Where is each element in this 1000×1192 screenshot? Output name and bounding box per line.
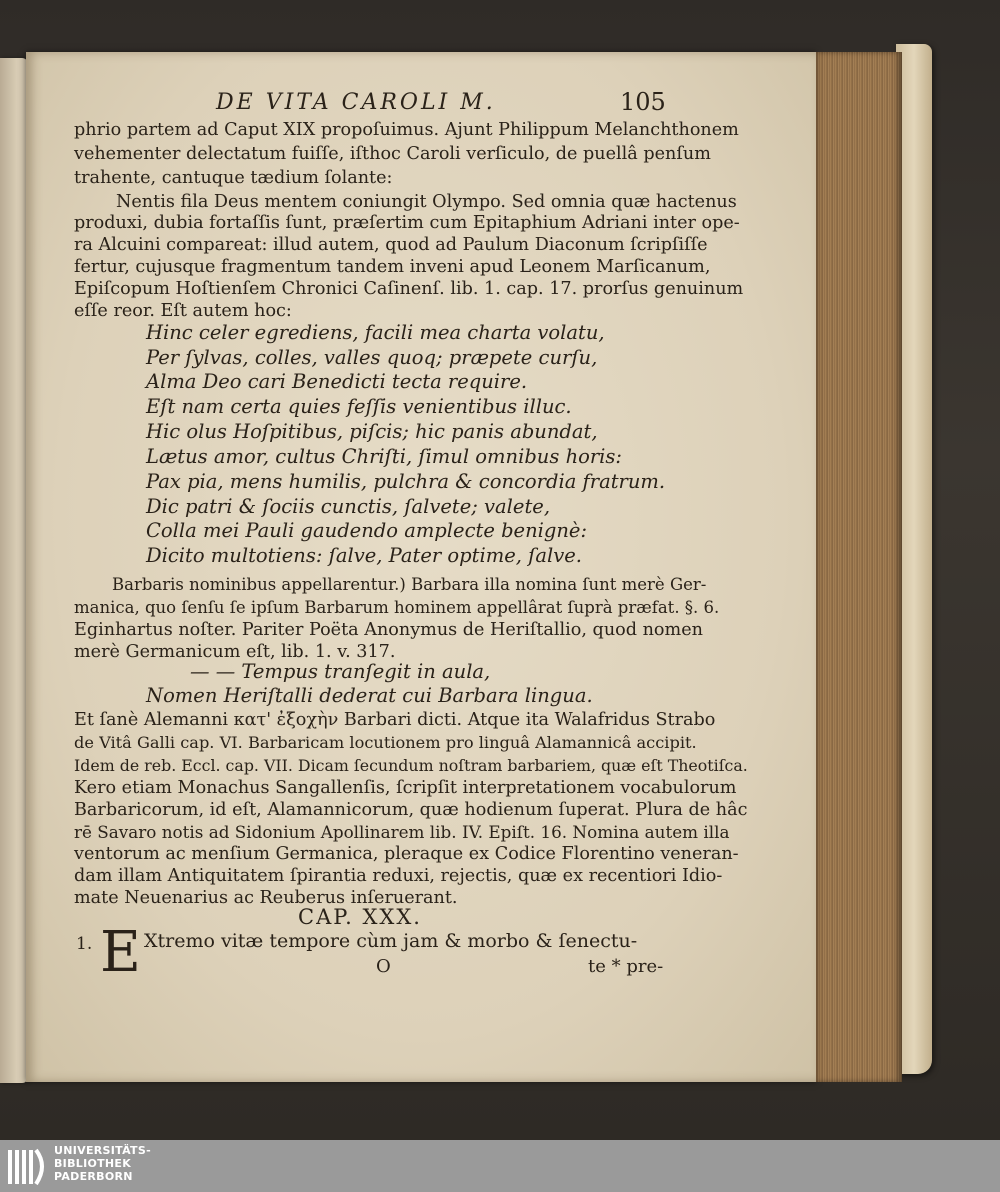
body-line: Et ſanè Alemanni κατ' ἐξοχὴν Barbari dicti. Atque ita Walafridus Strabo [74,710,716,730]
body-line: phrio partem ad Caput XIX propoſuimus. Ajunt Philippum Melanchthonem [74,120,739,140]
poem-line: Pax pia, mens humilis, pulchra & concordia fratrum. [146,470,666,493]
body-line: Kero etiam Monachus Sangallenſis, ſcripſit interpretationem vocabulorum [74,778,737,798]
body-line: Eginhartus noſter. Pariter Poëta Anonymus de Heriſtallio, quod nomen [74,620,703,640]
page-number: 105 [620,88,666,116]
poem-line: Dic patri & ſociis cunctis, ſalvete; valete, [146,495,551,518]
drop-cap: E [100,920,141,985]
library-logo-icon [6,1144,50,1188]
body-line: merè Germanicum eſt, lib. 1. v. 317. [74,642,396,662]
poem-line: Hinc celer egrediens, facili mea charta volatu, [146,321,605,344]
poem-line: Dicito multotiens: ſalve, Pater optime, ſalve. [146,544,582,567]
poem-line: Eſt nam certa quies feſſis venientibus illuc. [146,395,572,418]
poem-line: Hic olus Hoſpitibus, piſcis; hic panis abundat, [146,420,598,443]
poem-line: Lætus amor, cultus Chriſti, ſimul omnibus horis: [146,445,622,468]
poem-line: Per ſylvas, colles, valles quoq; præpete curſu, [146,346,598,369]
body-line: Epiſcopum Hoſtienſem Chronici Caſinenſ. lib. 1. cap. 17. prorſus genuinum [74,279,744,299]
body-line: ra Alcuini compareat: illud autem, quod ad Paulum Diaconum ſcripſiſſe [74,235,708,255]
body-line: ventorum ac menſium Germanica, pleraque ex Codice Florentino veneran- [74,844,739,864]
library-name: UNIVERSITÄTS- BIBLIOTHEK PADERBORN [54,1144,151,1183]
body-line: rē Savaro notis ad Sidonium Apollinarem lib. IV. Epiſt. 16. Nomina autem illa [74,822,730,842]
signature-mark: O [376,956,391,977]
page-block-edges [814,52,902,1082]
body-line: fertur, cujusque fragmentum tandem inveni apud Leonem Marſicanum, [74,257,711,277]
body-line: vehementer delectatum fuiſſe, iſthoc Caroli verſiculo, de puellâ penſum [74,144,711,164]
poem-line: Colla mei Pauli gaudendo amplecte benignè: [146,519,588,542]
body-line: de Vitâ Galli cap. VI. Barbaricam locutionem pro linguâ Alamannicâ accipit. [74,733,697,752]
catchword: te * pre- [588,956,664,977]
body-line: produxi, dubia fortaſſis ſunt, præſertim cum Epitaphium Adriani inter ope- [74,213,740,233]
body-line: dam illam Antiquitatem ſpirantia reduxi, rejectis, quæ ex recentiori Idio- [74,866,723,886]
body-line: trahente, cantuque tædium ſolante: [74,168,393,188]
body-line: Idem de reb. Eccl. cap. VII. Dicam ſecundum noſtram barbariem, quæ eſt Theotiſca. [74,756,748,775]
chapter-first-line: Xtremo vitæ tempore cùm jam & morbo & ſenectu- [144,930,638,952]
verse-line: Nomen Heriſtalli dederat cui Barbara lingua. [146,684,593,707]
library-footer-bar [0,1140,1000,1192]
body-line: Barbaricorum, id eſt, Alamannicorum, quæ hodienum ſuperat. Plura de hâc [74,800,748,820]
body-line: manica, quo ſenſu ſe ipſum Barbarum hominem appellârat ſuprà præfat. §. 6. [74,598,720,617]
body-line: eſſe reor. Eſt autem hoc: [74,301,292,321]
body-line: Barbaris nominibus appellarentur.) Barbara illa nomina ſunt merè Ger- [112,575,707,594]
body-line: Nentis fila Deus mentem coniungit Olympo. Sed omnia quæ hactenus [116,192,737,212]
left-page-edge [0,58,28,1083]
poem-line: Alma Deo cari Benedicti tecta require. [146,370,528,393]
running-title: DE VITA CAROLI M. [216,90,496,115]
body-line: mate Neuenarius ac Reuberus inſeruerant. [74,888,458,908]
paragraph-number: 1. [76,934,93,954]
chapter-heading: CAP. XXX. [298,905,422,929]
verse-line: — — Tempus tranſegit in aula, [190,660,491,683]
